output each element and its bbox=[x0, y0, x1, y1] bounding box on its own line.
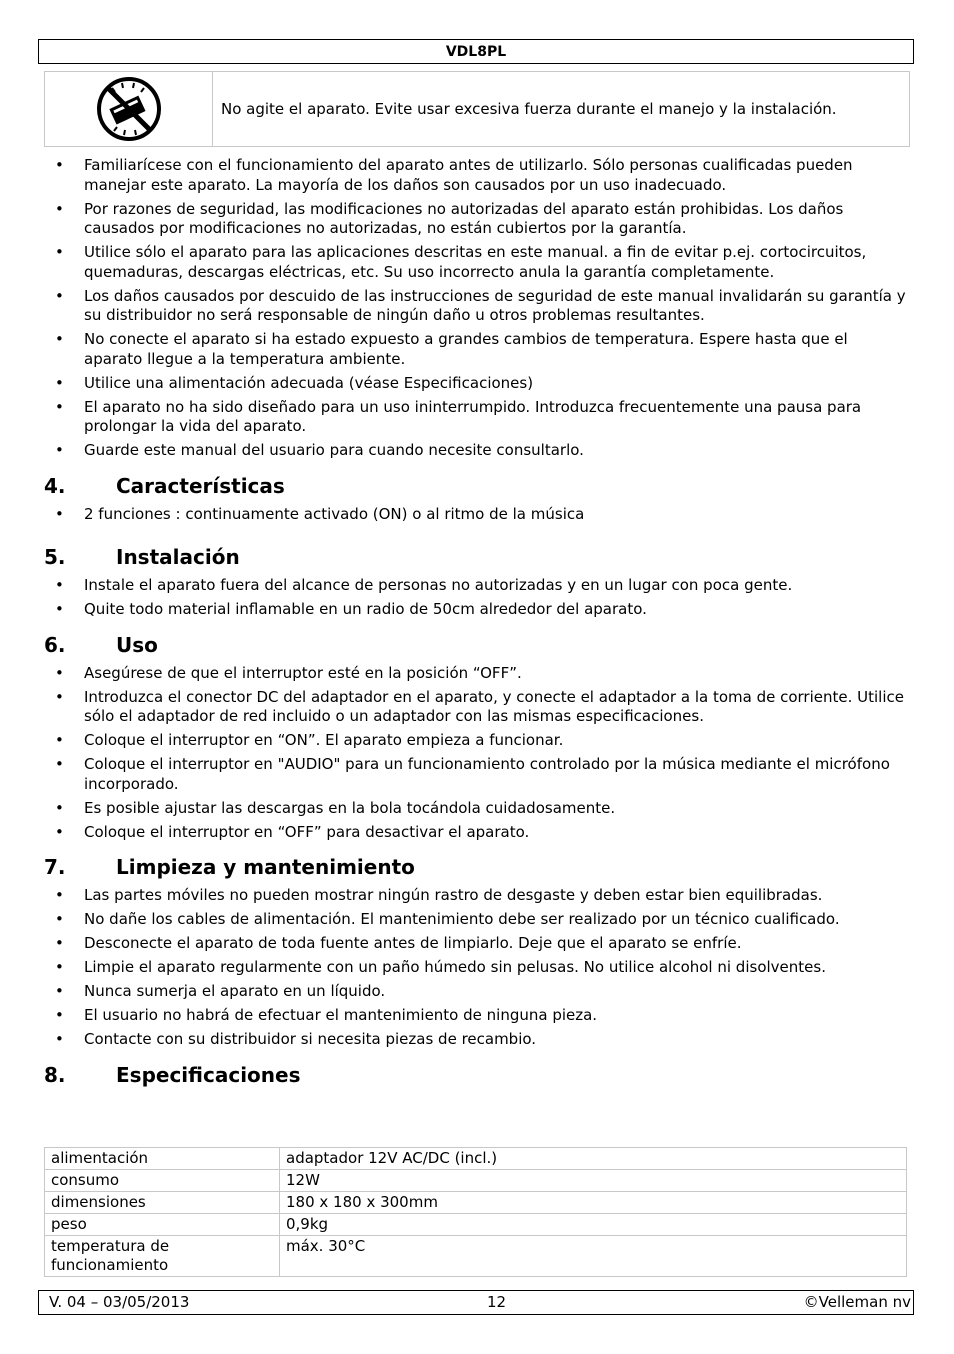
list-item: • Coloque el interruptor en “ON”. El aparato empieza a funcionar. bbox=[44, 731, 910, 751]
list-item: • Guarde este manual del usuario para cuando necesite consultarlo. bbox=[44, 441, 910, 461]
section-title: Uso bbox=[116, 632, 158, 657]
warning-text: No agite el aparato. Evite usar excesiva fuerza durante el manejo y la instalación. bbox=[221, 100, 837, 118]
spec-value: 180 x 180 x 300mm bbox=[280, 1192, 907, 1214]
list-item: • Utilice una alimentación adecuada (véase Especificaciones) bbox=[44, 374, 910, 394]
section-number: 5. bbox=[44, 545, 66, 569]
spec-value: 0,9kg bbox=[280, 1214, 907, 1236]
list-item: • Coloque el interruptor en "AUDIO" para un funcionamiento controlado por la música mediante el micrófono incorporado. bbox=[44, 755, 910, 794]
spec-value: máx. 30°C bbox=[280, 1236, 907, 1277]
section-number: 8. bbox=[44, 1062, 66, 1087]
section-bullet-list bbox=[44, 576, 910, 620]
section-title: Características bbox=[116, 473, 285, 498]
warning-box bbox=[44, 71, 910, 147]
list-item: • No conecte el aparato si ha estado expuesto a grandes cambios de temperatura. Espere hasta que el aparato llegue a la temperatura ambiente. bbox=[44, 330, 910, 369]
sections bbox=[44, 473, 910, 1088]
list-item: • Es posible ajustar las descargas en la bola tocándola cuidadosamente. bbox=[44, 799, 910, 819]
section-number: 7. bbox=[44, 855, 66, 879]
section-heading bbox=[44, 854, 910, 880]
section-bullet-list bbox=[44, 505, 910, 525]
list-item: • Las partes móviles no pueden mostrar ningún rastro de desgaste y deben estar bien equilibradas. bbox=[44, 886, 910, 906]
section-title: Especificaciones bbox=[116, 1062, 301, 1087]
section-number: 4. bbox=[44, 473, 66, 498]
list-item: • Nunca sumerja el aparato en un líquido. bbox=[44, 982, 910, 1002]
document-header bbox=[38, 39, 914, 64]
table-row bbox=[45, 1236, 907, 1277]
section-heading bbox=[44, 632, 910, 658]
footer-copyright: ©Velleman nv bbox=[803, 1293, 911, 1311]
specifications-table bbox=[44, 1147, 907, 1277]
list-item: • Quite todo material inflamable en un radio de 50cm alrededor del aparato. bbox=[44, 600, 910, 620]
section-title: Instalación bbox=[116, 545, 240, 569]
list-item: • Limpie el aparato regularmente con un paño húmedo sin pelusas. No utilice alcohol ni disolventes. bbox=[44, 958, 910, 978]
list-item: • Familiarícese con el funcionamiento del aparato antes de utilizarlo. Sólo personas cualificadas pueden manejar este aparato. La mayoría de los daños son causados por un uso inadecuado. bbox=[44, 156, 910, 195]
list-item: • Instale el aparato fuera del alcance de personas no autorizadas y en un lugar con poca gente. bbox=[44, 576, 910, 596]
table-row bbox=[45, 1148, 907, 1170]
list-item: • Desconecte el aparato de toda fuente antes de limpiarlo. Deje que el aparato se enfríe. bbox=[44, 934, 910, 954]
section-heading bbox=[44, 1062, 910, 1088]
list-item: • Los daños causados por descuido de las instrucciones de seguridad de este manual invalidarán su garantía y su distribuidor no será responsable de ningún daño u otros problemas resultantes. bbox=[44, 287, 910, 326]
spec-label: alimentación bbox=[45, 1148, 280, 1170]
list-item: • No dañe los cables de alimentación. El mantenimiento debe ser realizado por un técnico cualificado. bbox=[44, 910, 910, 930]
table-row bbox=[45, 1192, 907, 1214]
list-item: • Por razones de seguridad, las modificaciones no autorizadas del aparato están prohibidas. Los daños causados por modificaciones no autorizadas, no están cubiertos por la garantía. bbox=[44, 200, 910, 239]
footer-version: V. 04 – 03/05/2013 bbox=[49, 1293, 190, 1311]
model-name: VDL8PL bbox=[445, 44, 507, 60]
section-title: Limpieza y mantenimiento bbox=[116, 855, 415, 879]
footer-page-number: 12 bbox=[487, 1293, 507, 1311]
spec-label: temperatura de funcionamiento bbox=[45, 1236, 280, 1277]
section-bullet-list bbox=[44, 664, 910, 843]
section-heading bbox=[44, 473, 910, 499]
list-item: • Introduzca el conector DC del adaptador en el aparato, y conecte el adaptador a la toma de corriente. Utilice sólo el adaptador de red incluido o un adaptador con las mismas especificaciones. bbox=[44, 688, 910, 727]
list-item: • Contacte con su distribuidor si necesita piezas de recambio. bbox=[44, 1030, 910, 1050]
spec-value: 12W bbox=[280, 1170, 907, 1192]
spec-label: consumo bbox=[45, 1170, 280, 1192]
document-footer bbox=[38, 1290, 914, 1315]
list-item: • Asegúrese de que el interruptor esté en la posición “OFF”. bbox=[44, 664, 910, 684]
list-item: • 2 funciones : continuamente activado (ON) o al ritmo de la música bbox=[44, 505, 910, 525]
main-content bbox=[44, 156, 910, 1088]
spec-label: peso bbox=[45, 1214, 280, 1236]
section-number: 6. bbox=[44, 632, 66, 657]
list-item: • El usuario no habrá de efectuar el mantenimiento de ninguna pieza. bbox=[44, 1006, 910, 1026]
spec-value: adaptador 12V AC/DC (incl.) bbox=[280, 1148, 907, 1170]
list-item: • Coloque el interruptor en “OFF” para desactivar el aparato. bbox=[44, 823, 910, 843]
table-row bbox=[45, 1170, 907, 1192]
safety-bullet-list bbox=[44, 156, 910, 461]
list-item: • Utilice sólo el aparato para las aplicaciones descritas en este manual. a fin de evitar p.ej. cortocircuitos, quemaduras, descargas eléctricas, etc. Su uso incorrecto anula la garantía completamente. bbox=[44, 243, 910, 282]
spec-label: dimensiones bbox=[45, 1192, 280, 1214]
section-bullet-list bbox=[44, 886, 910, 1050]
table-row bbox=[45, 1214, 907, 1236]
no-shaking-icon bbox=[95, 75, 163, 143]
list-item: • El aparato no ha sido diseñado para un uso ininterrumpido. Introduzca frecuentemente una pausa para prolongar la vida del aparato. bbox=[44, 398, 910, 437]
section-heading bbox=[44, 544, 910, 570]
